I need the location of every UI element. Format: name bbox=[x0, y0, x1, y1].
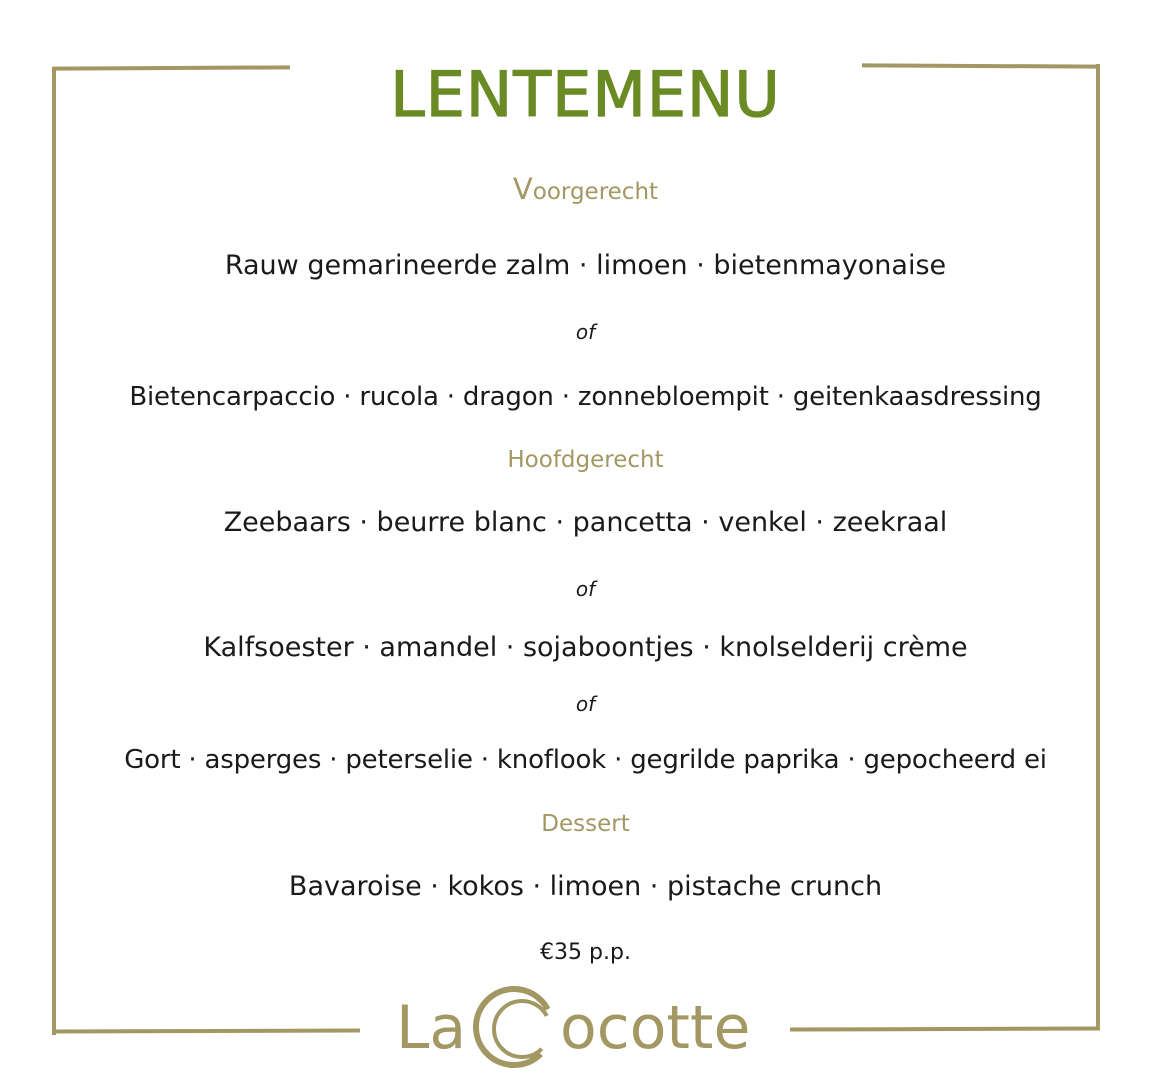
dish-dessert-1: Bavaroise · kokos · limoen · pistache crunch bbox=[288, 871, 883, 902]
or-separator: of bbox=[575, 692, 596, 716]
dish-main-3: Gort · asperges · peterselie · knoflook · gegrilde paprika · gepocheerd ei bbox=[124, 745, 1047, 775]
frame-bottom-left bbox=[52, 1028, 360, 1033]
section-heading-dessert: Dessert bbox=[541, 811, 630, 837]
dish-main-2: Kalfsoester · amandel · sojaboontjes · knolselderij crème bbox=[203, 632, 968, 663]
heading-rest: oorgerecht bbox=[532, 179, 659, 205]
logo-c-inner bbox=[494, 1001, 550, 1057]
logo-la: La bbox=[396, 993, 467, 1063]
menu-title: LENTEMENU bbox=[390, 58, 781, 131]
dish-main-1: Zeebaars · beurre blanc · pancetta · venkel · zeekraal bbox=[223, 507, 948, 538]
dish-starter-1: Rauw gemarineerde zalm · limoen · bietenmayonaise bbox=[224, 250, 947, 281]
or-separator: of bbox=[575, 577, 596, 601]
section-heading-starter bbox=[0, 172, 1171, 206]
frame-bottom-right bbox=[790, 1026, 1100, 1031]
logo-ocotte: ocotte bbox=[560, 993, 751, 1063]
price: €35 p.p. bbox=[540, 940, 631, 965]
la-cocotte-logo bbox=[390, 982, 760, 1072]
heading-initial: V bbox=[512, 172, 533, 206]
or-separator: of bbox=[575, 320, 596, 344]
section-heading-main: Hoofdgerecht bbox=[507, 447, 664, 473]
dish-starter-2: Bietencarpaccio · rucola · dragon · zonnebloempit · geitenkaasdressing bbox=[129, 382, 1042, 412]
